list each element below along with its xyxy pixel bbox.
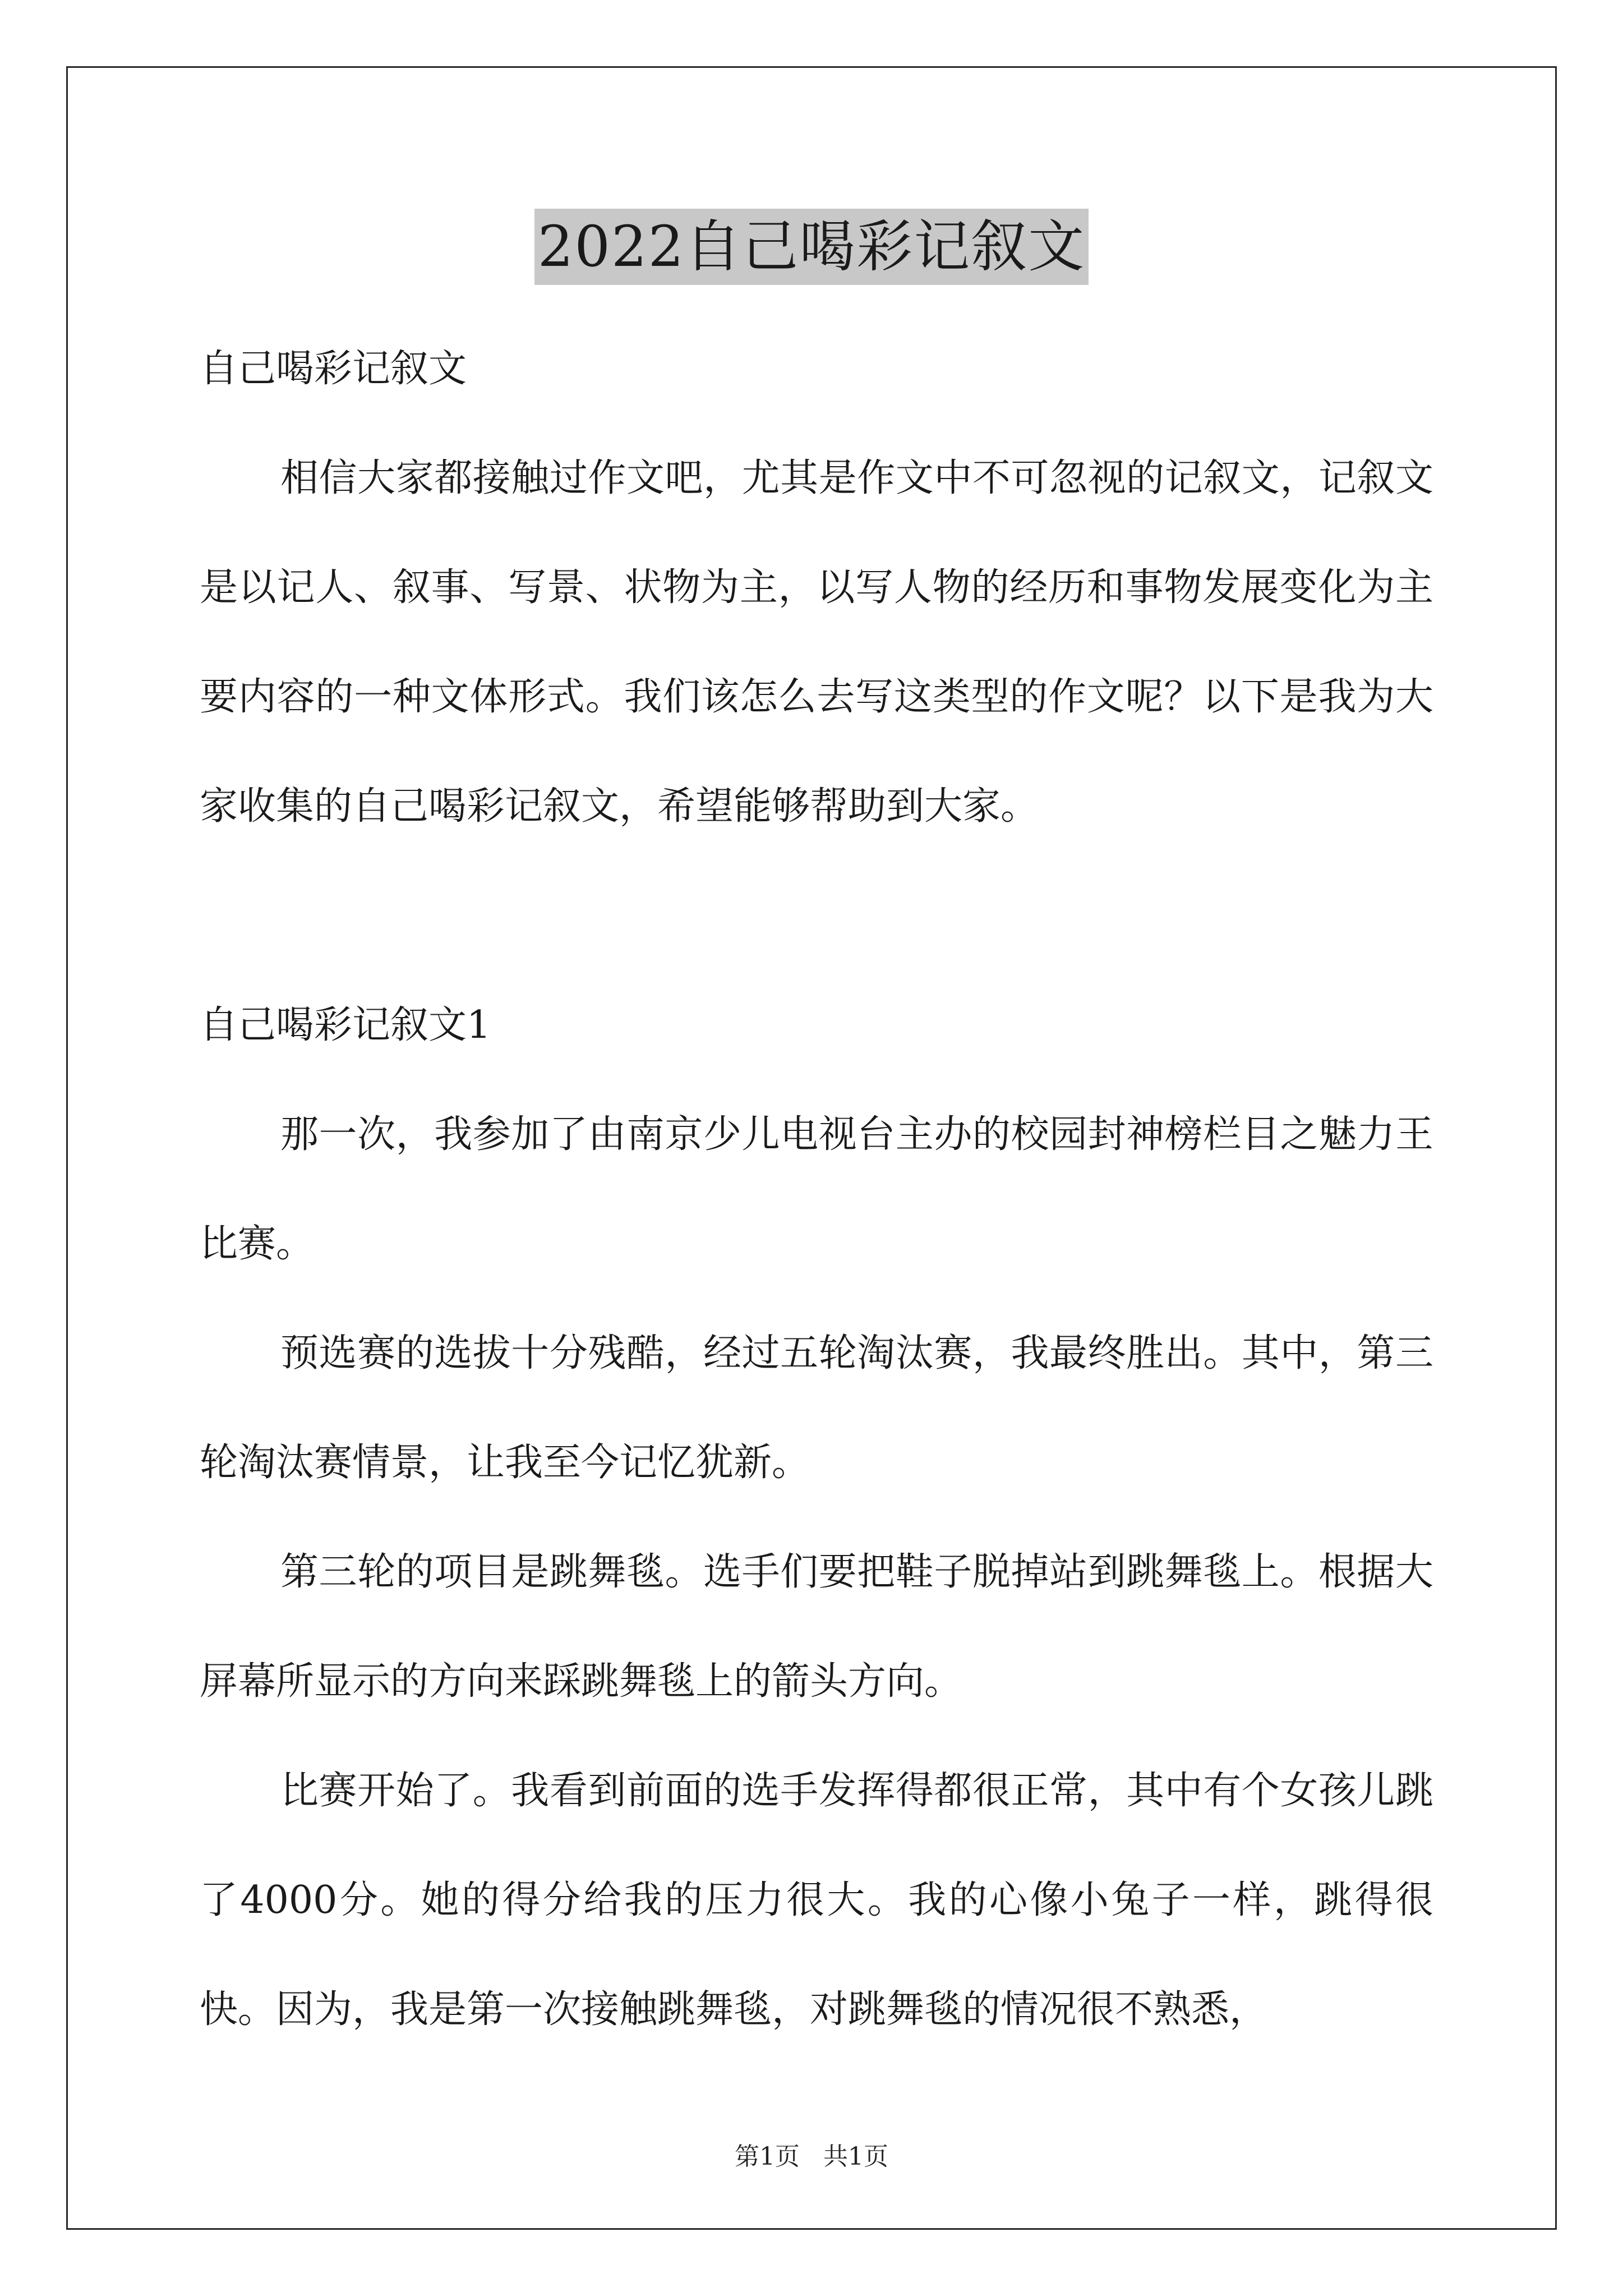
intro-paragraph: 相信大家都接触过作文吧，尤其是作文中不可忽视的记叙文，记叙文是以记人、叙事、写景、状物为主，以写人物的经历和事物发展变化为主要内容的一种文体形式。我们该怎么去写这类型的作文呢？以下是我为大家收集的自己喝彩记叙文，希望能够帮助到大家。 (200, 456, 1433, 829)
body-paragraph: 预选赛的选拔十分残酷，经过五轮淘汰赛，我最终胜出。其中，第三轮淘汰赛情景，让我至今记忆犹新。 (200, 1331, 1433, 1485)
title-container (0, 209, 1623, 285)
paragraph-spacer (200, 861, 1433, 970)
body-paragraph: 第三轮的项目是跳舞毯。选手们要把鞋子脱掉站到跳舞毯上。根据大屏幕所显示的方向来踩跳舞毯上的箭头方向。 (200, 1550, 1433, 1704)
document-subtitle: 自己喝彩记叙文 (200, 347, 467, 391)
section-heading: 自己喝彩记叙文1 (200, 1003, 491, 1047)
body-paragraph: 那一次，我参加了由南京少儿电视台主办的校园封神榜栏目之魅力王比赛。 (200, 1112, 1433, 1266)
body-paragraph: 比赛开始了。我看到前面的选手发挥得都很正常，其中有个女孩儿跳了4000分。她的得分给我的压力很大。我的心像小兔子一样，跳得很快。因为，我是第一次接触跳舞毯，对跳舞毯的情况很不熟悉， (200, 1769, 1433, 2032)
page-footer: 第1页 共1页 (735, 2142, 888, 2171)
document-body (200, 314, 1433, 2064)
document-title: 2022自己喝彩记叙文 (534, 209, 1089, 285)
